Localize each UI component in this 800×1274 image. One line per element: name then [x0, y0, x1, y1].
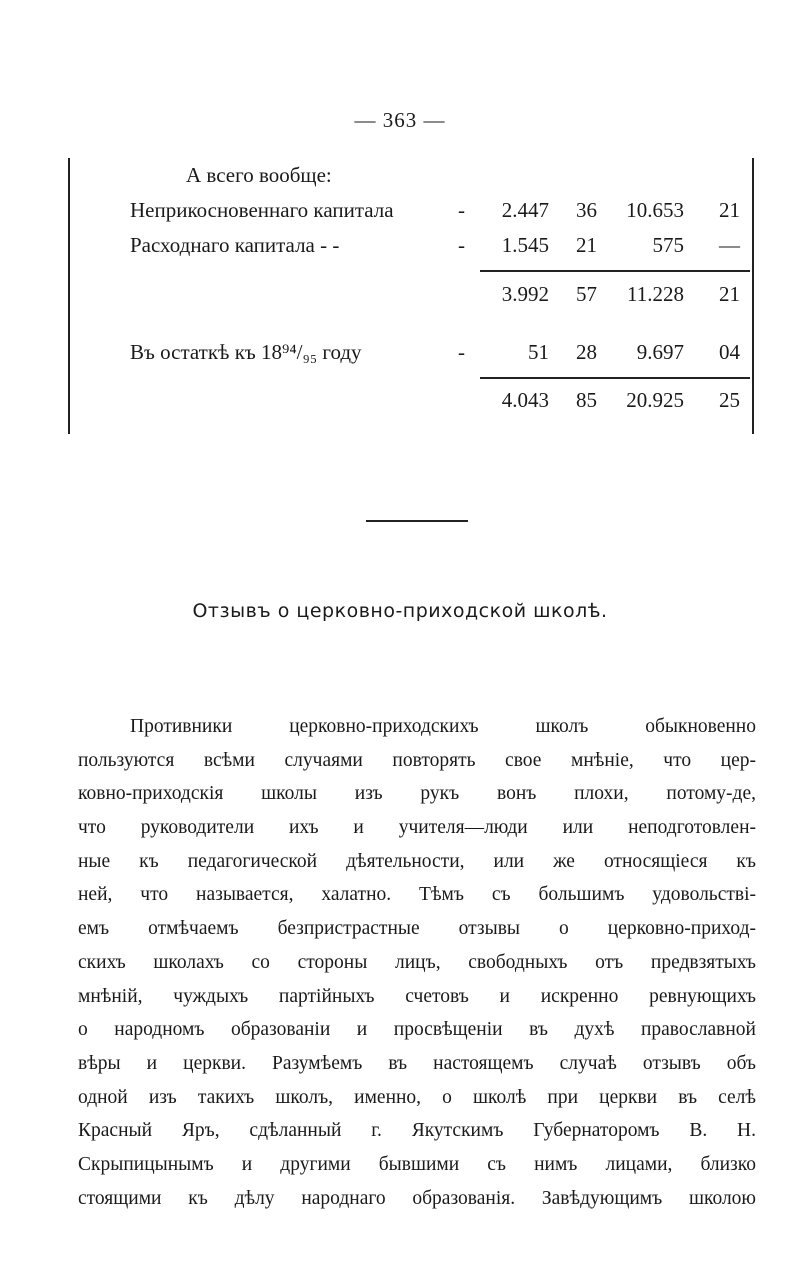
cell-kopecks: 57 — [576, 282, 597, 306]
text-line: ней, что называется, халатно. Тѣмъ съ большимъ удовольствi- — [78, 884, 756, 906]
cell-kopecks: 36 — [576, 198, 597, 222]
cell-kopecks-2: 25 — [719, 388, 740, 412]
page-number: — 363 — — [354, 108, 446, 132]
table-heading-row — [70, 163, 754, 193]
text-line: ные къ педагогической дѣятельности, или же относящіеся къ — [78, 850, 756, 872]
cell-rubles-2: 9.697 — [636, 340, 684, 364]
text-line: о народномъ образованіи и просвѣщеніи въ духѣ православной — [78, 1019, 756, 1041]
text-line: что руководители ихъ и учителя—люди или неподготовлен- — [78, 817, 756, 839]
text-line: стоящими къ дѣлу народнаго образованія. Завѣдующимъ школою — [78, 1187, 756, 1209]
remainder-row — [70, 340, 754, 370]
cell-kopecks-2: 04 — [719, 340, 740, 364]
subtotal-rule — [480, 270, 750, 272]
total-rule — [480, 377, 750, 379]
row-label: Въ остаткѣ къ 18⁹⁴/₉₅ году — [130, 340, 362, 364]
text-line: Красный Яръ, сдѣланный г. Якутскимъ Губернаторомъ В. Н. — [78, 1120, 756, 1142]
cell-kopecks-2: 21 — [719, 282, 740, 306]
text-line: пользуются всѣми случаями повторять свое мнѣніе, что цер- — [78, 749, 756, 771]
article-title: Отзывъ о церковно-приходской школѣ. — [192, 600, 608, 622]
cell-kopecks: 21 — [576, 233, 597, 257]
text-line: скихъ школахъ со стороны лицъ, свободныхъ отъ предвзятыхъ — [78, 951, 756, 973]
cell-kopecks: 85 — [576, 388, 597, 412]
row-dash: - — [458, 340, 465, 364]
cell-rubles-2: 575 — [652, 233, 684, 257]
text-line: емъ отмѣчаемъ безпристрастные отзывы о церковно-приход- — [78, 918, 756, 940]
text-line: ковно-приходскія школы изъ рукъ вонъ плохи, потому-де, — [78, 783, 756, 805]
text-line: мнѣній, чуждыхъ партійныхъ счетовъ и искренно ревнующихъ — [78, 985, 756, 1007]
row-dash: - — [458, 233, 465, 257]
article-paragraph — [78, 710, 756, 1215]
text-line: Противники церковно-приходскихъ школъ обыкновенно — [130, 716, 756, 737]
cell-rubles: 4.043 — [501, 388, 549, 412]
total-row — [70, 388, 754, 418]
accounts-table — [68, 158, 754, 434]
cell-rubles: 51 — [528, 340, 549, 364]
table-row — [70, 198, 754, 228]
cell-kopecks-2: — — [719, 233, 740, 257]
cell-kopecks-2: 21 — [719, 198, 740, 222]
subtotal-row — [70, 282, 754, 312]
cell-rubles-2: 10.653 — [626, 198, 684, 222]
text-line: вѣры и церкви. Разумѣемъ въ настоящемъ случаѣ отзывъ объ — [78, 1052, 756, 1074]
text-line: одной изъ такихъ школъ, именно, о школѣ при церкви въ селѣ — [78, 1086, 756, 1108]
row-dash: - — [458, 198, 465, 222]
section-divider — [366, 520, 468, 522]
table-row — [70, 233, 754, 263]
cell-rubles-2: 20.925 — [626, 388, 684, 412]
cell-rubles: 3.992 — [501, 282, 549, 306]
row-label: Расходнаго капитала - - — [130, 233, 340, 257]
text-line: Скрыпицынымъ и другими бывшими съ нимъ лицами, близко — [78, 1153, 756, 1175]
cell-rubles-2: 11.228 — [627, 282, 684, 306]
table-heading: А всего вообще: — [186, 163, 332, 187]
cell-kopecks: 28 — [576, 340, 597, 364]
cell-rubles: 1.545 — [501, 233, 549, 257]
row-label: Неприкосновеннаго капитала — [130, 198, 394, 222]
cell-rubles: 2.447 — [501, 198, 549, 222]
